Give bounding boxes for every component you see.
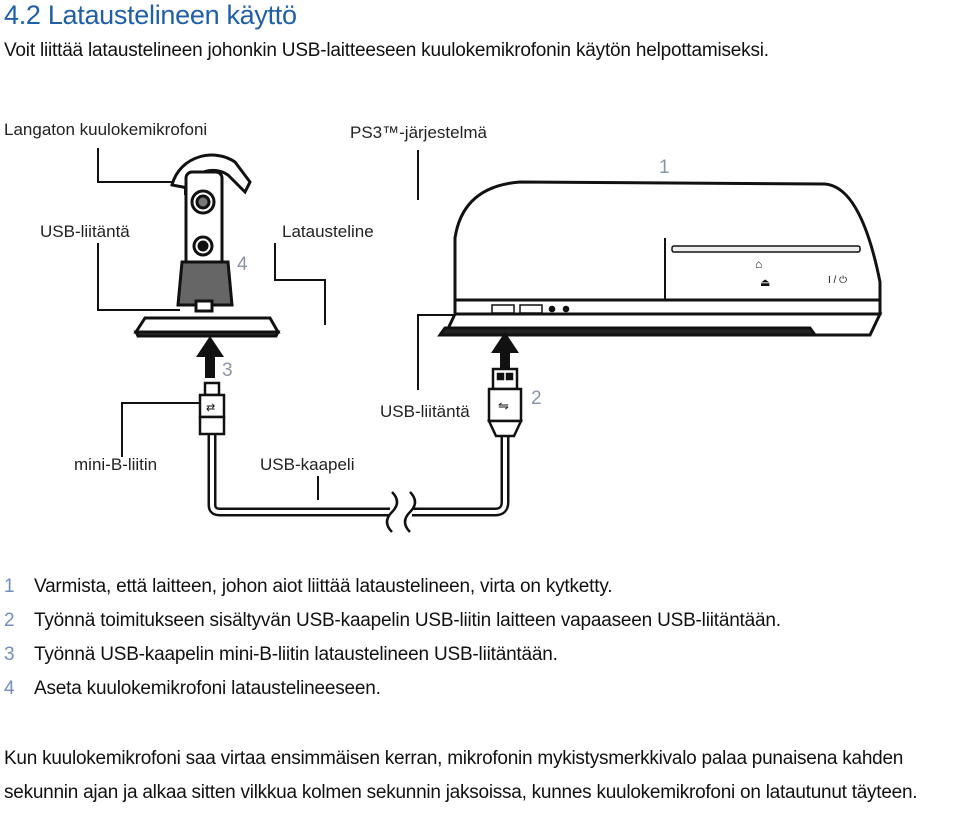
step-text: Työnnä toimitukseen sisältyvän USB-kaapelin USB-liitin laitteen vapaaseen USB-liitäntään. [34,610,781,631]
callout-4: 4 [237,254,248,275]
label-usb-cable: USB-kaapeli [260,455,355,474]
usb-cable-icon [212,430,505,532]
label-usb-port-right: USB-liitäntä [380,402,470,421]
label-ps3-system: PS3™-järjestelmä [350,123,487,142]
step-number: 2 [4,610,15,631]
step-item [4,638,781,672]
step-number: 1 [4,576,15,597]
charging-stand-icon [136,262,278,336]
label-headset: Langaton kuulokemikrofoni [4,120,208,139]
ps3-console-icon [440,182,880,335]
label-mini-b-connector: mini-B-liitin [74,455,158,474]
arrow-up-icon [196,332,519,378]
svg-text:I / ⏻: I / ⏻ [828,275,848,286]
step-text: Varmista, että laitteen, johon aiot liittää lataustelineen, virta on kytketty. [34,576,613,597]
callout-2: 2 [531,388,542,409]
intro-text: Voit liittää lataustelineen johonkin USB-laitteeseen kuulokemikrofonin käytön helpottamiseksi. [4,40,769,61]
charging-note: Kun kuulokemikrofoni saa virtaa ensimmäisen kerran, mikrofonin mykistysmerkkivalo palaa punaisena kahden sekunnin ajan ja alkaa sitten vilkkua kolmen sekunnin jaksoissa, kunnes kuulokemikrofoni on latautunut täyteen. [4,748,918,803]
svg-text:⇋: ⇋ [498,398,509,413]
label-usb-port-left: USB-liitäntä [40,222,130,241]
step-item [4,672,781,706]
svg-text:⇄: ⇄ [206,402,216,414]
step-text: Aseta kuulokemikrofoni lataustelineeseen. [34,678,381,699]
callout-3: 3 [222,360,233,381]
step-number: 4 [4,678,15,699]
usb-a-plug-icon [489,369,521,436]
headset-icon [172,155,250,266]
step-text: Työnnä USB-kaapelin mini-B-liitin lataustelineen USB-liitäntään. [34,644,558,665]
label-charging-stand: Latausteline [282,222,374,241]
svg-text:⏏: ⏏ [760,277,771,289]
step-number: 3 [4,644,15,665]
callout-1: 1 [659,157,670,178]
connection-illustration [0,100,960,550]
step-item [4,604,781,638]
section-heading: 4.2 Lataustelineen käyttö [4,0,297,30]
step-item [4,570,781,604]
steps-list [4,570,781,706]
svg-text:⌂: ⌂ [755,257,763,271]
mini-b-plug-icon [200,383,224,434]
